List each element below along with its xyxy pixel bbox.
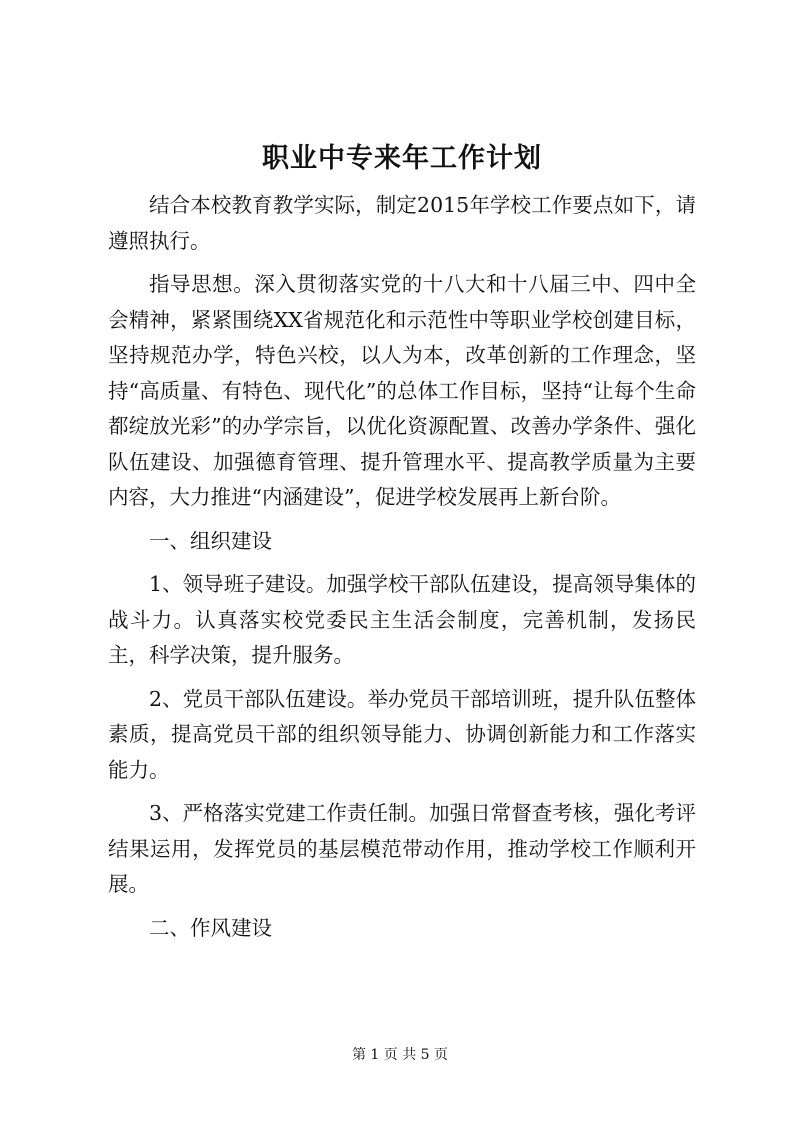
section-heading-work-style: 二、作风建设 — [149, 915, 272, 940]
section-item-1: 1、领导班子建设。加强学校干部队伍建设，提高领导集体的战斗力。认真落实校党委民主生活会制度，完善机制，发扬民主，科学决策，提升服务。 — [108, 572, 696, 667]
guiding-ideology-paragraph: 指导思想。深入贯彻落实党的十八大和十八届三中、四中全会精神，紧紧围绕XX省规范化和示范性中等职业学校创建目标，坚持规范办学，特色兴校，以人为本，改革创新的工作理念，坚持“高质量、有特色、现代化”的总体工作目标，坚持“让每个生命都绽放光彩”的办学宗旨，以优化资源配置、改善办学条件、强化队伍建设、加强德育管理、提升管理水平、提高教学质量为主要内容，大力推进“内涵建设”，促进学校发展再上新台阶。 — [108, 272, 696, 509]
document-body — [108, 138, 696, 954]
intro-paragraph: 结合本校教育教学实际，制定2015年学校工作要点如下，请遵照执行。 — [108, 193, 696, 253]
document-title: 职业中专来年工作计划 — [262, 143, 542, 174]
section-heading-organization: 一、组织建设 — [149, 528, 272, 553]
section-item-2: 2、党员干部队伍建设。举办党员干部培训班，提升队伍整体素质，提高党员干部的组织领导能力、协调创新能力和工作落实能力。 — [108, 686, 696, 782]
page-number-footer: 第 1 页 共 5 页 — [351, 1047, 449, 1063]
section-item-3: 3、严格落实党建工作责任制。加强日常督查考核，强化考评结果运用，发挥党员的基层模范带动作用，推动学校工作顺利开展。 — [108, 801, 696, 896]
